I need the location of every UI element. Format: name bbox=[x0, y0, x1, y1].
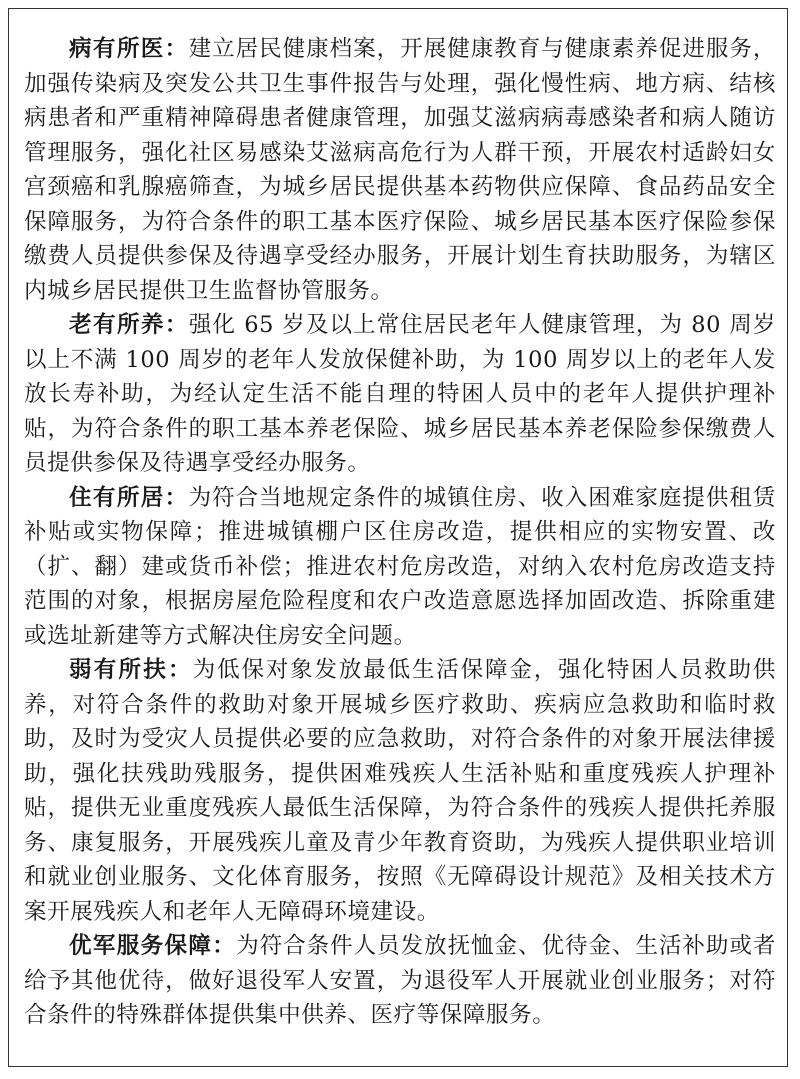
paragraph-medical-care bbox=[24, 32, 776, 308]
document-body bbox=[24, 32, 776, 1033]
section-text-medical-care: 建立居民健康档案，开展健康教育与健康素养促进服务，加强传染病及突发公共卫生事件报告与处理，强化慢性病、地方病、结核病患者和严重精神障碍患者健康管理，加强艾滋病病毒感染者和病人随访管理服务，强化社区易感染艾滋病高危行为人群干预，开展农村适龄妇女宫颈癌和乳腺癌筛查，为城乡居民提供基本药物供应保障、食品药品安全保障服务，为符合条件的职工基本医疗保险、城乡居民基本医疗保险参保缴费人员提供参保及待遇享受经办服务，开展计划生育扶助服务，为辖区内城乡居民提供卫生监督协管服务。 bbox=[24, 36, 776, 304]
paragraph-housing bbox=[24, 481, 776, 654]
section-heading-military-services: 优军服务保障： bbox=[69, 933, 237, 959]
section-heading-medical-care: 病有所医： bbox=[69, 36, 189, 62]
section-heading-elderly-care: 老有所养： bbox=[69, 312, 189, 338]
section-heading-vulnerable-support: 弱有所扶： bbox=[69, 657, 193, 683]
paragraph-military-services bbox=[24, 929, 776, 1033]
section-text-housing: 为符合当地规定条件的城镇住房、收入困难家庭提供租赁补贴或实物保障；推进城镇棚户区住房改造，提供相应的实物安置、改（扩、翻）建或货币补偿；推进农村危房改造，对纳入农村危房改造支持范围的对象，根据房屋危险程度和农户改造意愿选择加固改造、拆除重建或选址新建等方式解决住房安全问题。 bbox=[24, 484, 776, 649]
section-text-vulnerable-support: 为低保对象发放最低生活保障金，强化特困人员救助供养，对符合条件的救助对象开展城乡医疗救助、疾病应急救助和临时救助，及时为受灾人员提供必要的应急救助，对符合条件的对象开展法律援助，强化扶残助残服务，提供困难残疾人生活补贴和重度残疾人护理补贴，提供无业重度残疾人最低生活保障，为符合条件的残疾人提供托养服务、康复服务，开展残疾儿童及青少年教育资助，为残疾人提供职业培训和就业创业服务、文化体育服务，按照《无障碍设计规范》及相关技术方案开展残疾人和老年人无障碍环境建设。 bbox=[24, 657, 776, 925]
section-text-military-services: 为符合条件人员发放抚恤金、优待金、生活补助或者给予其他优待，做好退役军人安置，为退役军人开展就业创业服务；对符合条件的特殊群体提供集中供养、医疗等保障服务。 bbox=[24, 933, 776, 1028]
section-text-elderly-care: 强化 65 岁及以上常住居民老年人健康管理，为 80 周岁以上不满 100 周岁的老年人发放保健补助，为 100 周岁以上的老年人发放长寿补助，为经认定生活不能自理的特困人员中的老年人提供护理补贴，为符合条件的职工基本养老保险、城乡居民基本养老保险参保缴费人员提供参保及待遇享受经办服务。 bbox=[24, 312, 776, 476]
paragraph-vulnerable-support bbox=[24, 653, 776, 929]
section-heading-housing: 住有所居： bbox=[69, 484, 189, 511]
paragraph-elderly-care bbox=[24, 308, 776, 481]
